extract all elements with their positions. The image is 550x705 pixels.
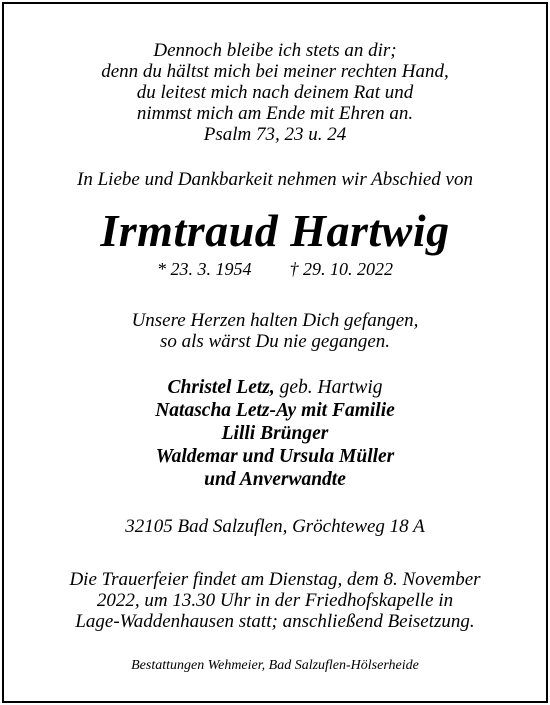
life-dates — [4, 259, 546, 280]
family-line-5: und Anverwandte — [204, 469, 346, 490]
verse-line-2: denn du hältst mich bei meiner rechten Hand, — [101, 61, 449, 82]
family-line-3: Lilli Brünger — [221, 423, 329, 444]
intro-text: In Liebe und Dankbarkeit nehmen wir Abschied von — [77, 169, 473, 190]
family-first-suffix: geb. Hartwig — [279, 377, 383, 398]
poem-line-2: so als wärst Du nie gegangen. — [159, 331, 391, 352]
service-line-1: Die Trauerfeier findet am Dienstag, dem 8. November — [69, 569, 481, 590]
poem-line-1: Unsere Herzen halten Dich gefangen, — [131, 310, 419, 331]
verse-line-3: du leitest mich nach deinem Rat und — [136, 82, 414, 103]
death-date: † 29. 10. 2022 — [289, 259, 393, 279]
verse-line-1: Dennoch bleibe ich stets an dir; — [153, 40, 397, 61]
service-line-3: Lage-Waddenhausen statt; anschließend Beisetzung. — [75, 611, 475, 632]
address: 32105 Bad Salzuflen, Gröchteweg 18 A — [125, 516, 425, 537]
birth-date: * 23. 3. 1954 — [157, 259, 252, 279]
family-line-2: Natascha Letz-Ay mit Familie — [155, 400, 395, 421]
undertaker: Bestattungen Wehmeier, Bad Salzuflen-Hölserheide — [131, 658, 419, 673]
obituary-notice — [2, 2, 548, 703]
verse-line-4: nimmst mich am Ende mit Ehren an. — [136, 103, 414, 124]
family-first-name: Christel Letz, — [167, 377, 275, 398]
family-line-4: Waldemar und Ursula Müller — [155, 446, 395, 467]
service-line-2: 2022, um 13.30 Uhr in der Friedhofskapelle in — [96, 590, 454, 611]
family-line-1 — [4, 376, 546, 399]
verse-reference: Psalm 73, 23 u. 24 — [203, 124, 347, 145]
deceased-name: Irmtraud Hartwig — [100, 205, 450, 256]
